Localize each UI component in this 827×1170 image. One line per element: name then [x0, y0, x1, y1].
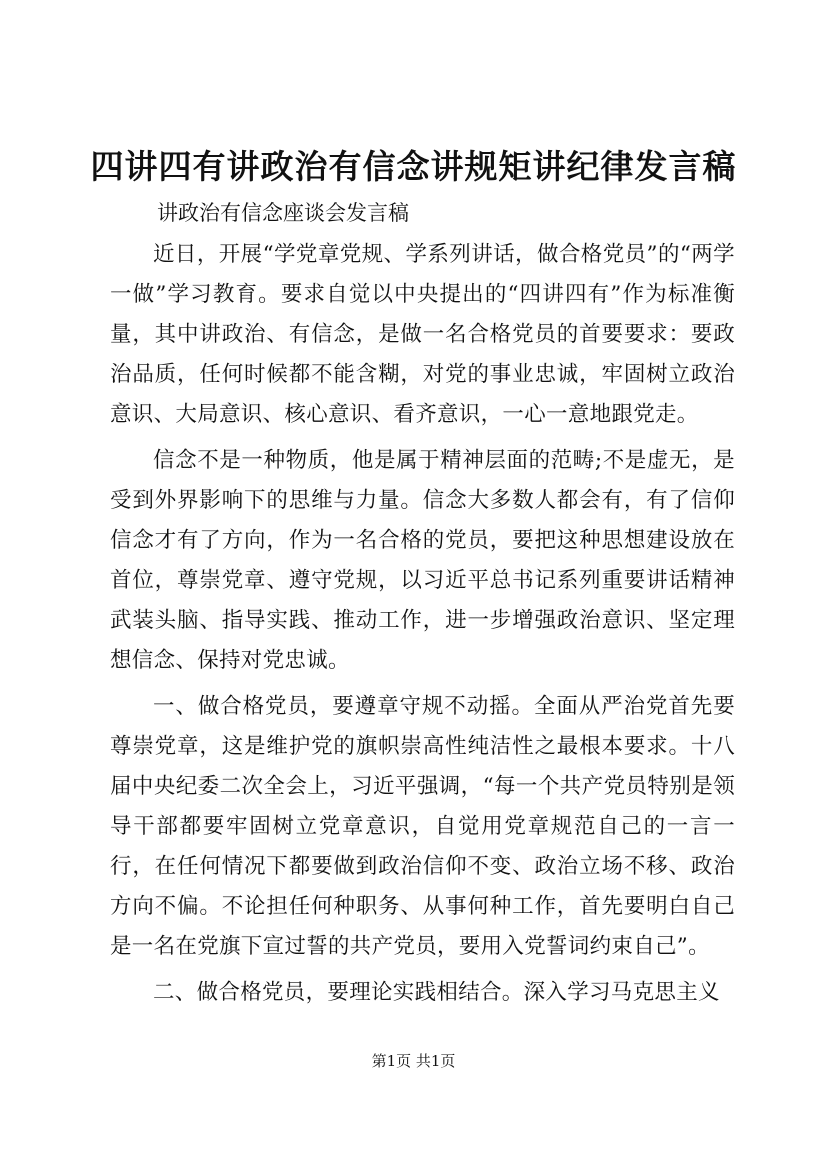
paragraph-intro: 近日，开展“学党章党规、学系列讲话，做合格党员”的“两学一做”学习教育。要求自觉以中央提出的“四讲四有”作为标准衡量，其中讲政治、有信念，是做一名合格党员的首要要求：要政治品质，任何时候都不能含糊，对党的事业忠诚，牢固树立政治意识、大局意识、核心意识、看齐意识，一心一意地跟党走。	[110, 242, 735, 427]
paragraph-section-two: 二、做合格党员，要理论实践相结合。深入学习马克思主义	[153, 980, 720, 1005]
document-subtitle: 讲政治有信念座谈会发言稿	[157, 201, 409, 225]
page-footer: 第1页 共1页	[371, 1052, 456, 1070]
page-title: 四讲四有讲政治有信念讲规矩讲纪律发言稿	[90, 147, 737, 186]
paragraph-belief: 信念不是一种物质，他是属于精神层面的范畴;不是虚无，是受到外界影响下的思维与力量。信念大多数人都会有，有了信仰信念才有了方向，作为一名合格的党员，要把这种思想建设放在首位，尊崇党章、遵守党规，以习近平总书记系列重要讲话精神武装头脑、指导实践、推动工作，进一步增强政治意识、坚定理想信念、保持对党忠诚。	[110, 448, 735, 673]
paragraph-section-one: 一、做合格党员，要遵章守规不动摇。全面从严治党首先要尊崇党章，这是维护党的旗帜崇高性纯洁性之最根本要求。十八届中央纪委二次全会上，习近平强调，“每一个共产党员特别是领导干部都要牢固树立党章意识，自觉用党章规范自己的一言一行，在任何情况下都要做到政治信仰不变、政治立场不移、政治方向不偏。不论担任何种职务、从事何种工作，首先要明白自己是一名在党旗下宣过誓的共产党员，要用入党誓词约束自己”。	[110, 694, 735, 959]
document-body	[110, 235, 735, 1019]
